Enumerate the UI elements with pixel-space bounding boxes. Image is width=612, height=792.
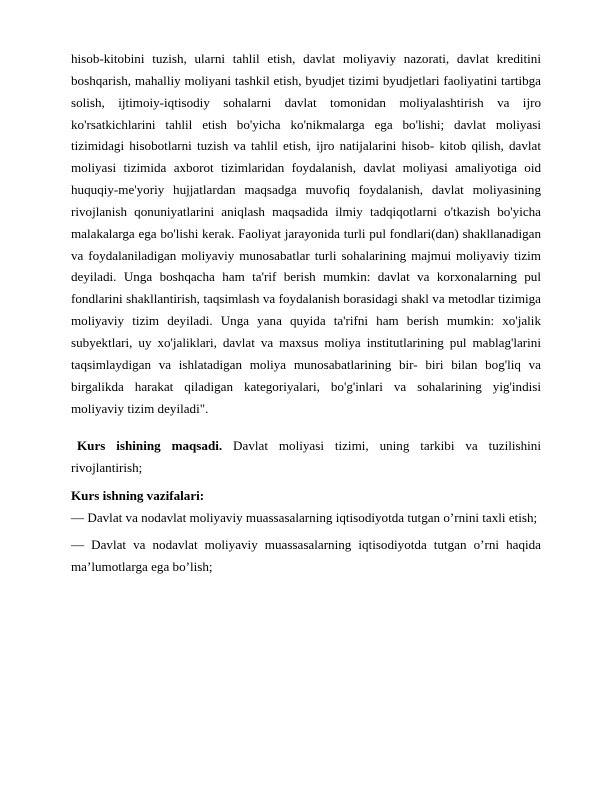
goal-paragraph [71,435,541,479]
tasks-heading: Kurs ishning vazifalari: [71,488,205,504]
intro-paragraph: hisob-kitobini tuzish, ularni tahlil etish, davlat moliyaviy nazorati, davlat kreditini boshqarish, mahalliy moliyani tashkil etish, byudjet tizimi byudjetlari faoliyatini tartibga solish, ijtimoiy-iqtisodiy sohalarni davlat tomonidan moliyalashtirish va ijro ko'rsatkichlarini tahlil etish bo'yicha ko'nikmalarga ega bo'lishi; davlat moliyasi tizimidagi hisobotlarni tuzish va tahlil etish, ijro natijalarini hisob- kitob qilish, davlat moliyasi tizimida axborot tizimlaridan foydalanish, davlat moliyasi amaliyotiga oid huquqiy-me'yoriy hujjatlardan maqsadga muvofiq foydalanish, davlat moliyasining rivojlanish qonuniyatlarini aniqlash maqsadida ilmiy tadqiqotlarni o'tkazish bo'yicha malakalarga ega bo'lishi kerak. Faoliyat jarayonida turli pul fondlari(dan) shakllanadigan va foydalaniladigan moliyaviy munosabatlar turli sohalarining majmui moliyaviy tizim deyiladi. Unga boshqacha ham ta'rif berish mumkin: davlat va korxonalarning pul fondlarini shakllantirish, taqsimlash va foydalanish borasidagi shakl va metodlar tizimiga moliyaviy tizim deyiladi. Unga yana quyida ta'rifni ham berish mumkin: xo'jalik subyektlari, uy xo'jaliklari, davlat va maxsus moliya institutlarining pul mablag'larini taqsimlaydigan va ishlatadigan moliya munosabatlarining bir- biri bilan bog'liq va birgalikda harakat qiladigan kategoriyalari, bo'g'inlari va sohalarining yig'indisi moliyaviy tizim deyiladi". [71,51,541,416]
document-page [71,48,541,577]
goal-label: Kurs ishining maqsadi. [77,438,223,454]
task-item-1: — Davlat va nodavlat moliyaviy muassasalarning iqtisodiyotda tutgan o’rnini taxli etish; [71,509,538,525]
goal-text: Davlat moliyasi tizimi, uning tarkibi va tuzilishini rivojlantirish; [71,438,541,476]
task-item-2: — Davlat va nodavlat moliyaviy muassasalarning iqtisodiyotda tutgan o’rni haqida ma’lumotlarga ega bo’lish; [71,536,541,574]
